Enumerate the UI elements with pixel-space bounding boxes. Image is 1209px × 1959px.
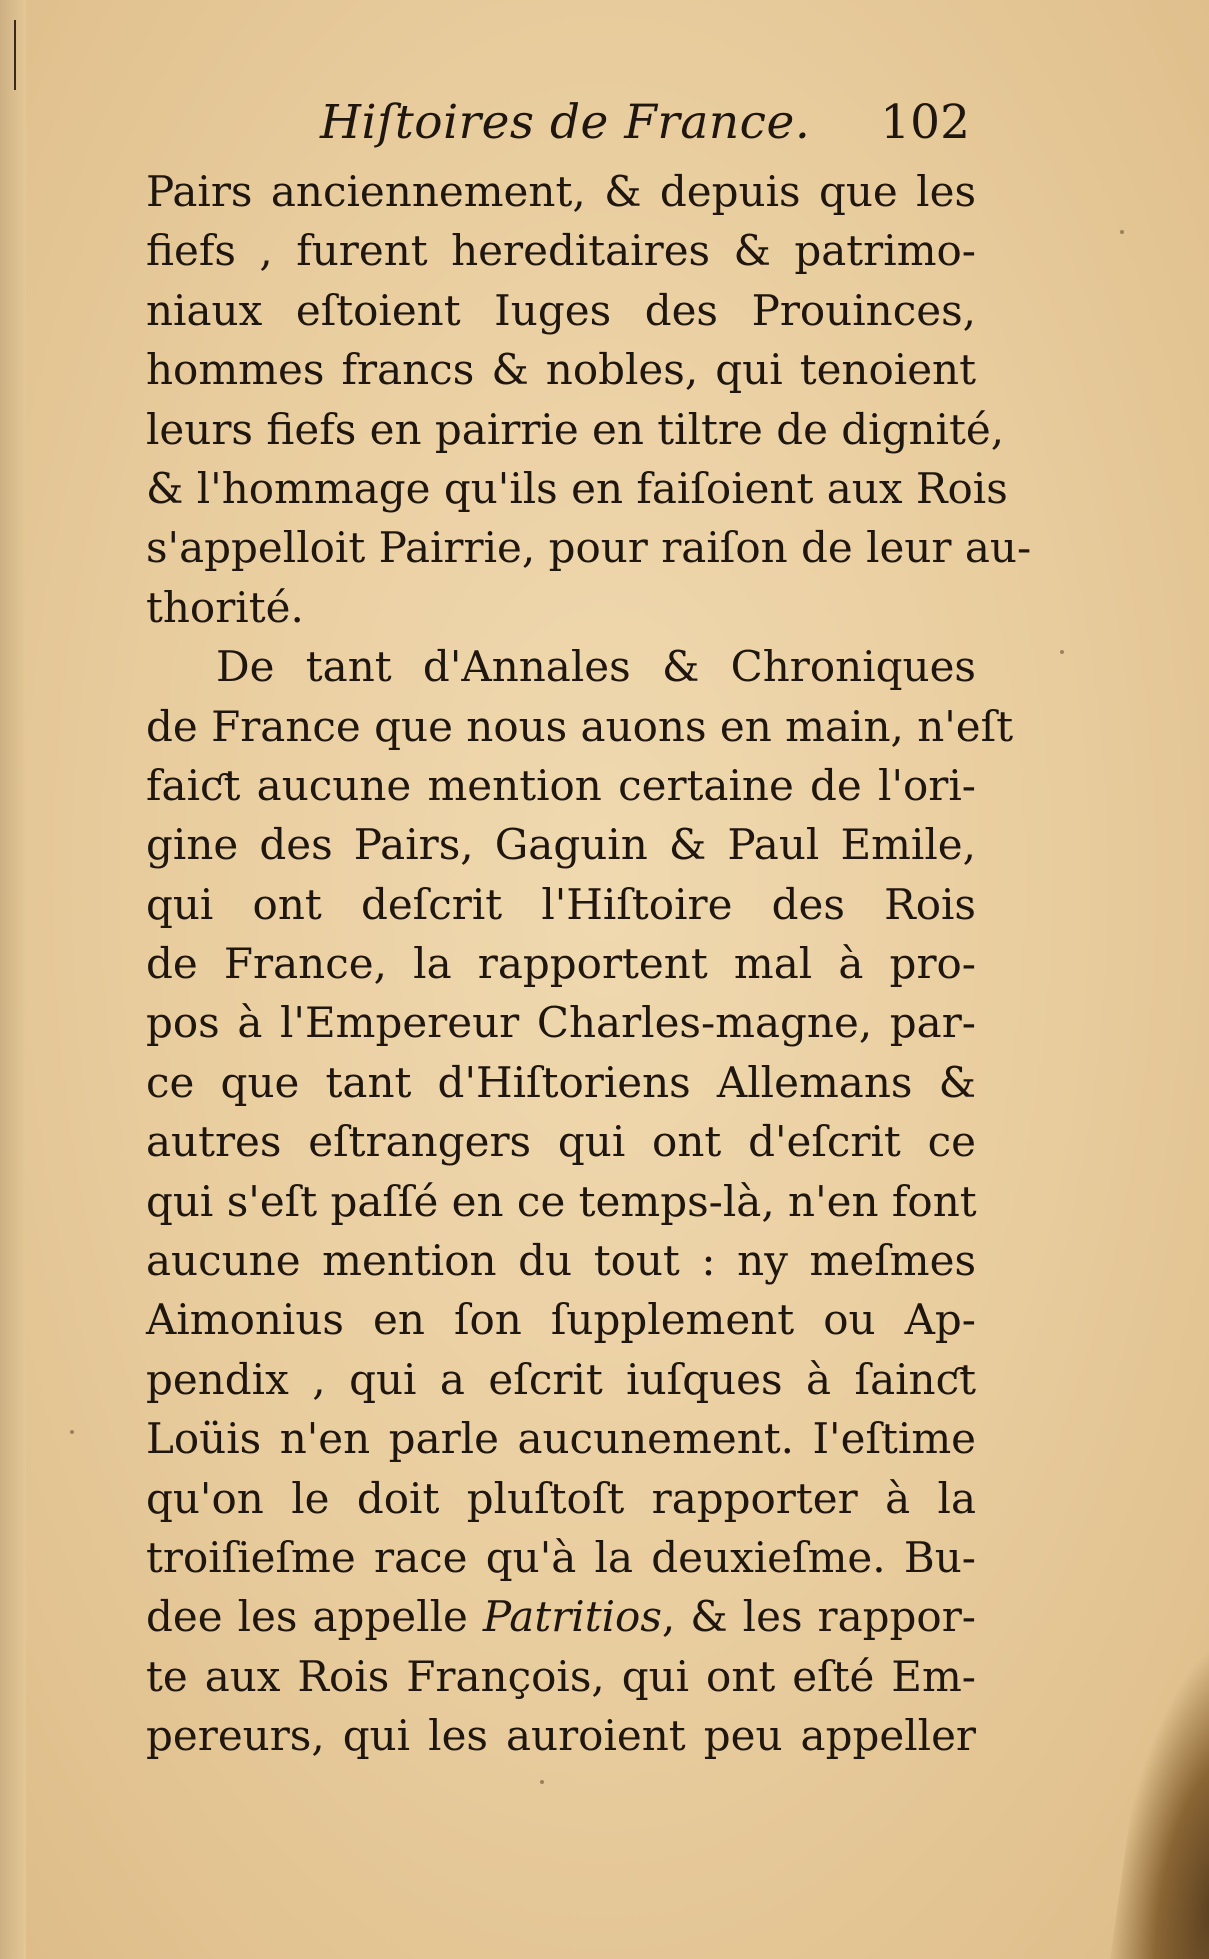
text-line: hommes francs & nobles, qui tenoient xyxy=(146,345,976,395)
text-line: qu'on le doit pluſtoſt rapporter à la xyxy=(146,1473,976,1523)
text-line: thorité. xyxy=(146,582,304,632)
body-text xyxy=(146,162,1032,1766)
text-line: autres eſtrangers qui ont d'eſcrit ce xyxy=(146,1117,976,1167)
page-corner-shadow xyxy=(1103,1632,1209,1959)
text-line: aucune mention du tout : ny meſmes xyxy=(146,1236,976,1286)
text-line: Pairs anciennement, & depuis que les xyxy=(146,167,976,216)
text-line: pereurs, qui les auroient peu appeller xyxy=(146,1711,976,1761)
text-line: pendix , qui a eſcrit iuſques à ſainƈt xyxy=(146,1354,976,1404)
text-line: de France que nous auons en main, n'eſt xyxy=(146,701,1014,751)
text-line: faiƈt aucune mention certaine de l'ori- xyxy=(146,760,976,810)
text-line: gine des Pairs, Gaguin & Paul Emile, xyxy=(146,820,976,870)
text-line: de France, la rapportent mal à pro- xyxy=(146,939,976,989)
text-line: s'appelloit Pairrie, pour raiſon de leur au- xyxy=(146,523,1032,573)
text-line: ce que tant d'Hiſtoriens Allemans & xyxy=(146,1057,976,1107)
text-line-with-italic xyxy=(146,1587,976,1646)
text-line: qui ont deſcrit l'Hiſtoire des Rois xyxy=(146,879,976,929)
paper-speck xyxy=(1120,230,1124,234)
text-line: & l'hommage qu'ils en faiſoient aux Rois xyxy=(146,463,1008,513)
text-line: fiefs , furent hereditaires & patrimo- xyxy=(146,226,976,276)
text-line: leurs fiefs en pairrie en tiltre de dignité, xyxy=(146,404,1005,454)
paper-speck xyxy=(540,1780,544,1784)
text-line: Aimonius en ſon ſupplement ou Ap- xyxy=(146,1295,976,1345)
text-line: te aux Rois François, qui ont eſté Em- xyxy=(146,1651,976,1701)
text-segment: , & les rappor- xyxy=(661,1592,976,1642)
page-number: 102 xyxy=(880,95,970,150)
page-header xyxy=(320,95,980,165)
gutter-mark xyxy=(14,20,16,90)
text-segment: dee les appelle xyxy=(146,1592,483,1642)
paragraph-start-line: De tant d'Annales & Chroniques xyxy=(216,642,976,692)
text-line: niaux eſtoient Iuges des Prouinces, xyxy=(146,285,976,335)
text-line: troiſieſme race qu'à la deuxieſme. Bu- xyxy=(146,1532,976,1582)
paper-speck xyxy=(1060,650,1064,654)
text-line: Loüis n'en parle aucunement. I'eſtime xyxy=(146,1414,976,1464)
text-line: pos à l'Empereur Charles-magne, par- xyxy=(146,998,976,1048)
italic-term: Patritios xyxy=(482,1592,662,1642)
paper-speck xyxy=(70,1430,74,1434)
running-title: Hiſtoires de France. xyxy=(320,95,811,150)
text-line: qui s'eſt paſſé en ce temps-là, n'en font xyxy=(146,1176,977,1226)
page-gutter xyxy=(0,0,26,1959)
